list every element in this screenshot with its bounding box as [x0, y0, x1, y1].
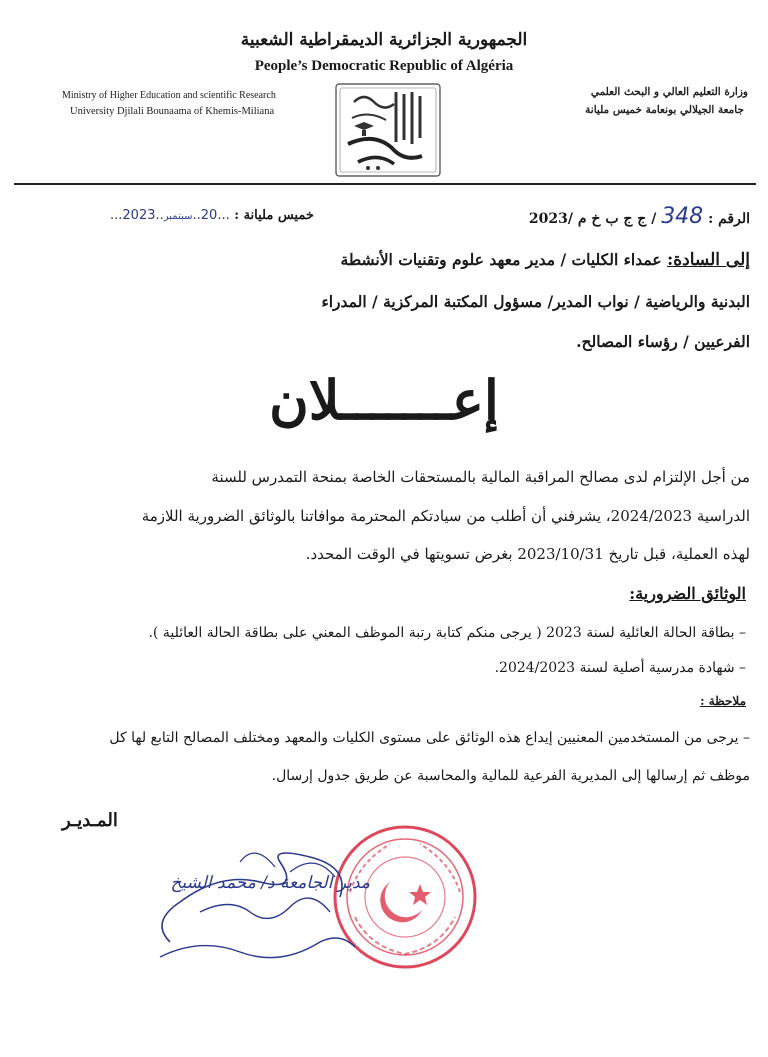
university-ar: جامعة الجيلالي بونعامة خميس مليانة — [585, 104, 744, 116]
director-title: المـديـر — [62, 810, 118, 831]
addressee-line-3: الفرعيين / رؤساء المصالح. — [576, 332, 750, 351]
document-item-1: – بطاقة الحالة العائلية لسنة 2023 ( يرجى منكم كتابة رتبة الموظف المعني على بطاقة الحالة العائلية ). — [148, 625, 746, 641]
addressee-line-2: البدنية والرياضية / نواب المدير/ مسؤول المكتبة المركزية / المدراء — [321, 292, 750, 311]
header-divider — [14, 183, 756, 185]
body-line-2: الدراسية 2024/2023، يشرفني أن أطلب من سيادتكم المحترمة موافاتنا بالوثائق الضرورية اللازمة — [141, 507, 750, 525]
signature-text: مدير الجامعة د/ محمد الشيخ — [170, 873, 370, 893]
addressee-label: إلى السادة: — [667, 250, 750, 270]
republic-title-en: People’s Democratic Republic of Algéria — [254, 58, 514, 74]
date-year: 2023 — [122, 208, 156, 223]
reference-number — [529, 204, 750, 229]
university-logo-icon — [334, 82, 442, 178]
ministry-en: Ministry of Higher Education and scientific Research — [62, 90, 276, 101]
addressee-line-1 — [110, 238, 750, 282]
reference-label: الرقم : — [708, 211, 750, 227]
date-line: خميس مليانة : ...20..سبتمبر..2023... — [110, 208, 314, 223]
signature-icon — [140, 842, 370, 972]
documents-heading: الوثائق الضرورية: — [629, 584, 746, 603]
reference-handwritten-number: 348 — [661, 204, 704, 229]
date-place: خميس مليانة : — [234, 208, 314, 223]
ministry-ar: وزارة التعليم العالي و البحث العلمي — [590, 86, 748, 98]
announcement-title: إعـــــــلان — [269, 368, 499, 432]
republic-title-ar: الجمهورية الجزائرية الديمقراطية الشعبية — [240, 30, 528, 50]
reference-code: / ج ج ب خ م /2023 — [528, 211, 657, 227]
university-en: University Djilali Bounaama of Khemis-Miliana — [70, 106, 275, 117]
note-line-2: موظف ثم إرسالها إلى المديرية الفرعية للمالية والمحاسبة عن طريق جدول إرسال. — [271, 768, 750, 784]
date-month: سبتمبر — [163, 211, 193, 222]
body-line-3: لهذه العملية، قبل تاريخ 2023/10/31 بغرض تسويتها في الوقت المحدد. — [305, 545, 750, 563]
note-heading: ملاحظة : — [700, 694, 746, 708]
body-line-1: من أجل الإلتزام لدى مصالح المراقبة المالية بالمستحقات الخاصة بمنحة التمدرس للسنة — [211, 468, 750, 486]
note-line-1: – يرجى من المستخدمين المعنيين إيداع هذه الوثائق على مستوى الكليات والمعهد ومختلف المصالح التابع لها كل — [109, 730, 750, 746]
addressee-text-1: عمداء الكليات / مدير معهد علوم وتقنيات الأنشطة — [340, 250, 662, 269]
document-item-2: – شهادة مدرسية أصلية لسنة 2024/2023. — [494, 660, 746, 676]
date-day: 20 — [200, 208, 218, 223]
